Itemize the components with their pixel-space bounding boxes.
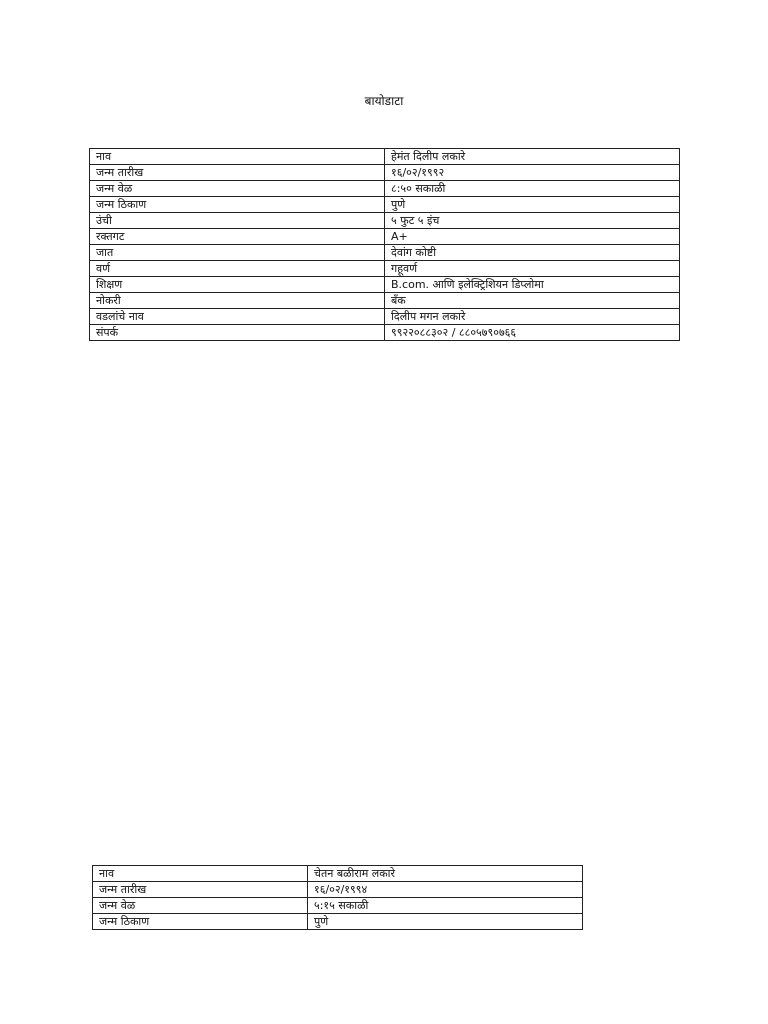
table-row — [90, 213, 680, 229]
field-value: ५:१५ सकाळी — [308, 898, 583, 914]
field-value: A+ — [385, 229, 680, 245]
field-value: ८:५० सकाळी — [385, 181, 680, 197]
field-label: शिक्षण — [90, 277, 385, 293]
field-value: बँक — [385, 293, 680, 309]
biodata-table-primary — [89, 148, 680, 341]
field-value: गहूवर्ण — [385, 261, 680, 277]
table-row — [90, 309, 680, 325]
field-label: जन्म ठिकाण — [93, 914, 308, 930]
table-row — [90, 165, 680, 181]
field-value: पुणे — [308, 914, 583, 930]
field-value: ५ फुट ५ इंच — [385, 213, 680, 229]
field-value: १६/०२/१९९२ — [385, 165, 680, 181]
table-row — [93, 882, 583, 898]
field-label: नोकरी — [90, 293, 385, 309]
table-row — [90, 181, 680, 197]
table-row — [90, 245, 680, 261]
table-row — [90, 197, 680, 213]
field-value: हेमंत दिलीप लकारे — [385, 149, 680, 165]
field-label: नाव — [90, 149, 385, 165]
table-row — [90, 293, 680, 309]
table-row — [90, 229, 680, 245]
field-label: संपर्क — [90, 325, 385, 341]
biodata-table-secondary — [92, 865, 583, 930]
field-label: वडलांचे नाव — [90, 309, 385, 325]
field-label: जन्म वेळ — [90, 181, 385, 197]
field-label: जन्म ठिकाण — [90, 197, 385, 213]
table-row — [90, 261, 680, 277]
table-row — [93, 866, 583, 882]
table-row — [90, 149, 680, 165]
page-title: बायोडाटा — [364, 94, 404, 108]
field-label: उंची — [90, 213, 385, 229]
field-label: रक्तगट — [90, 229, 385, 245]
table-row — [90, 325, 680, 341]
table-row — [93, 898, 583, 914]
field-label: जन्म तारीख — [93, 882, 308, 898]
field-label: वर्ण — [90, 261, 385, 277]
table-row — [93, 914, 583, 930]
field-value: B.com. आणि इलेक्ट्रिशियन डिप्लोमा — [385, 277, 680, 293]
field-value: ९९२२०८८३०२ / ८८०५७९०७६६ — [385, 325, 680, 341]
field-value: पुणे — [385, 197, 680, 213]
field-value: १६/०२/१९९४ — [308, 882, 583, 898]
field-value: देवांग कोष्टी — [385, 245, 680, 261]
field-label: जन्म तारीख — [90, 165, 385, 181]
table-row — [90, 277, 680, 293]
field-value: चेतन बळीराम लकारे — [308, 866, 583, 882]
field-label: जन्म वेळ — [93, 898, 308, 914]
field-label: जात — [90, 245, 385, 261]
field-label: नाव — [93, 866, 308, 882]
field-value: दिलीप मगन लकारे — [385, 309, 680, 325]
